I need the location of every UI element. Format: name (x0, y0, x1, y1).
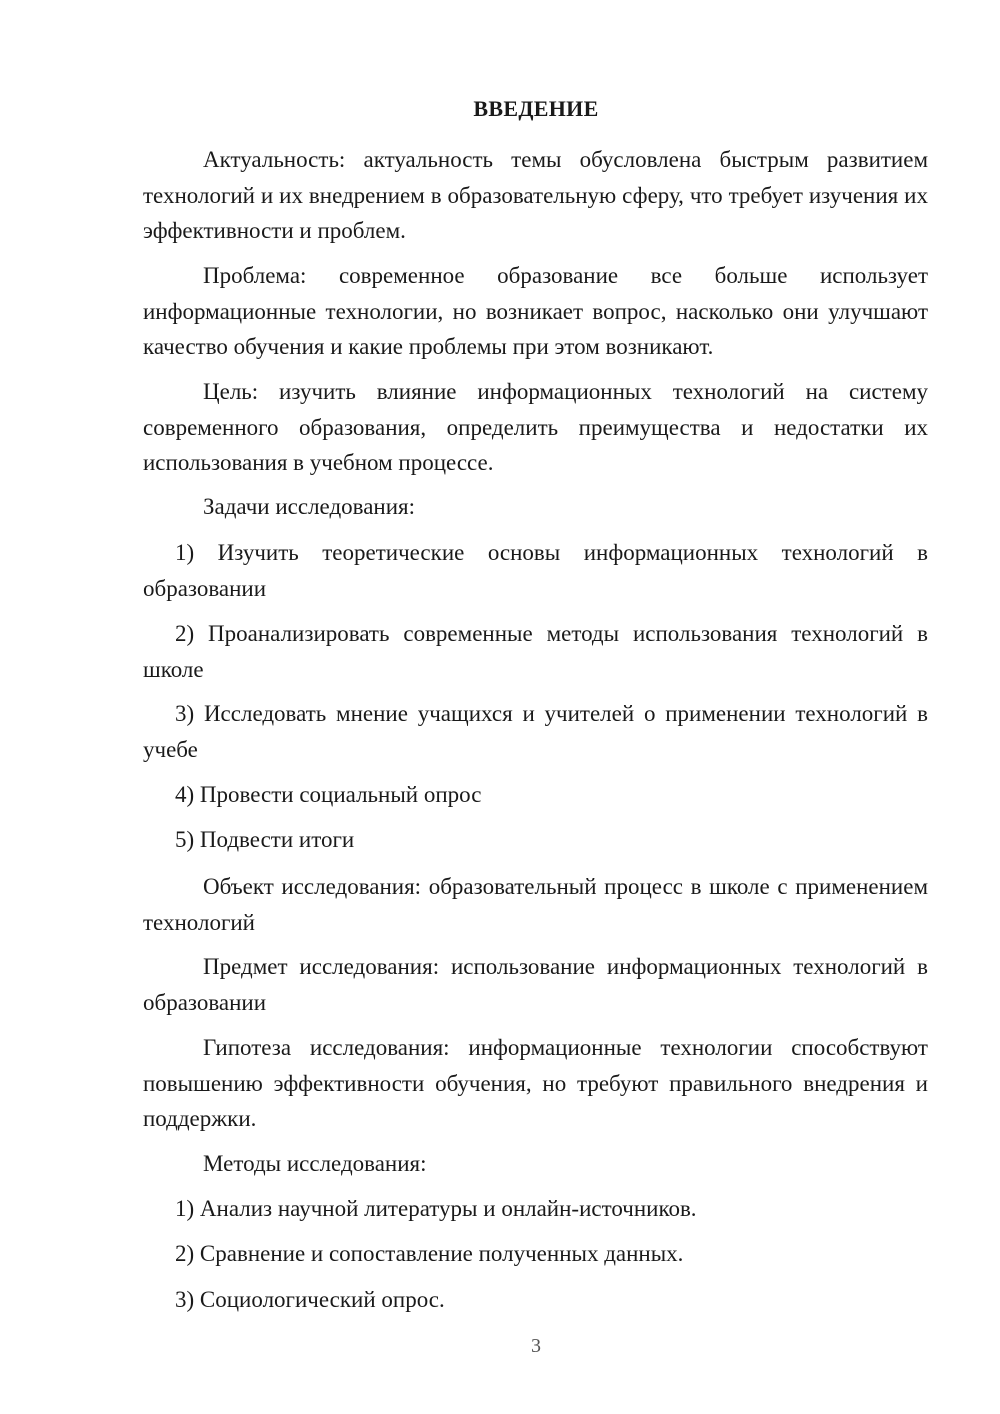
page-number: 3 (531, 1335, 541, 1357)
method-item: 1) Анализ научной литературы и онлайн-источников. (175, 1196, 697, 1221)
tasks-heading: Задачи исследования: (203, 494, 416, 519)
task-item: 5) Подвести итоги (175, 827, 355, 852)
task-item: 1) Изучить теоретические основы информационных технологий в образовании (143, 540, 928, 601)
page-title: ВВЕДЕНИЕ (473, 96, 599, 121)
methods-heading: Методы исследования: (203, 1151, 427, 1176)
goal-paragraph: Цель: изучить влияние информационных технологий на систему современного образования, определить преимущества и недостатки их использования в учебном процессе. (143, 379, 928, 475)
object-paragraph: Объект исследования: образовательный процесс в школе с применением технологий (143, 874, 928, 935)
method-item: 2) Сравнение и сопоставление полученных данных. (175, 1241, 684, 1266)
task-item: 4) Провести социальный опрос (175, 782, 482, 807)
subject-paragraph: Предмет исследования: использование информационных технологий в образовании (143, 954, 928, 1015)
relevance-paragraph: Актуальность: актуальность темы обусловлена быстрым развитием технологий и их внедрением в образовательную сферу, что требует изучения их эффективности и проблем. (143, 147, 928, 243)
task-item: 3) Исследовать мнение учащихся и учителей о применении технологий в учебе (143, 701, 928, 762)
hypothesis-paragraph: Гипотеза исследования: информационные технологии способствуют повышению эффективности обучения, но требуют правильного внедрения и поддержки. (143, 1035, 928, 1131)
task-item: 2) Проанализировать современные методы использования технологий в школе (143, 621, 928, 682)
method-item: 3) Социологический опрос. (175, 1287, 445, 1312)
problem-paragraph: Проблема: современное образование все больше использует информационные технологии, но возникает вопрос, насколько они улучшают качество обучения и какие проблемы при этом возникают. (143, 263, 928, 359)
